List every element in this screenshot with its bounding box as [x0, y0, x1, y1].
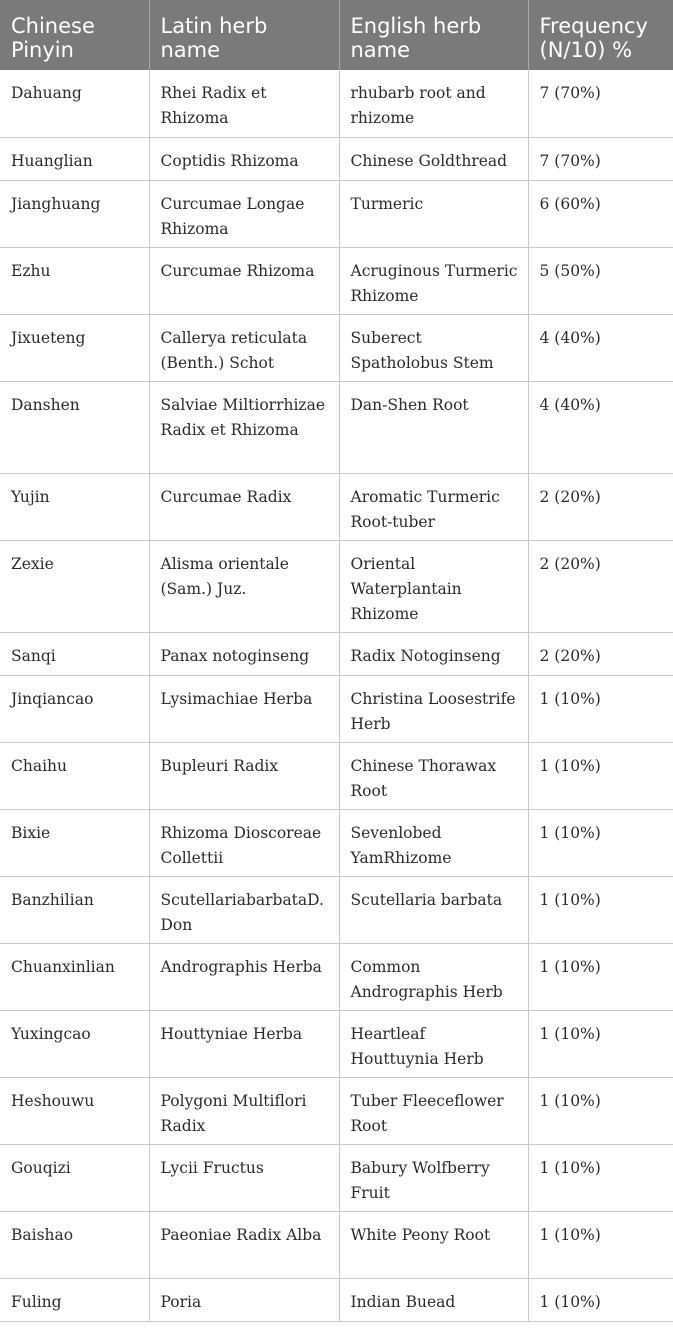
cell-english: Heartleaf Houttuynia Herb [339, 1010, 528, 1077]
table-row [0, 675, 673, 742]
cell-latin: Houttyniae Herba [149, 1010, 339, 1077]
cell-latin: Curcumae Longae Rhizoma [149, 180, 339, 247]
table-row [0, 247, 673, 314]
cell-frequency: 1 (10%) [528, 1010, 673, 1077]
cell-latin: Coptidis Rhizoma [149, 137, 339, 180]
cell-latin: Poria [149, 1278, 339, 1321]
table-row [0, 1010, 673, 1077]
table-row [0, 1144, 673, 1211]
cell-pinyin: Jixueteng [0, 314, 149, 381]
table-row [0, 876, 673, 943]
cell-pinyin: Zexie [0, 540, 149, 632]
cell-frequency: 7 (70%) [528, 137, 673, 180]
cell-frequency: 7 (70%) [528, 70, 673, 137]
cell-frequency: 2 (20%) [528, 540, 673, 632]
cell-latin: Curcumae Radix [149, 473, 339, 540]
cell-pinyin: Jinqiancao [0, 675, 149, 742]
cell-frequency: 4 (40%) [528, 314, 673, 381]
cell-pinyin: Sanqi [0, 632, 149, 675]
cell-english: Dan-Shen Root [339, 381, 528, 473]
table-row [0, 314, 673, 381]
cell-latin: Rhizoma Dioscoreae Collettii [149, 809, 339, 876]
header-row [0, 0, 673, 70]
cell-english: White Peony Root [339, 1211, 528, 1278]
cell-frequency: 1 (10%) [528, 1211, 673, 1278]
cell-english: Indian Buead [339, 1278, 528, 1321]
table-row [0, 1077, 673, 1144]
cell-latin: Rhei Radix et Rhizoma [149, 70, 339, 137]
table-row [0, 70, 673, 137]
cell-pinyin: Chuanxinlian [0, 943, 149, 1010]
cell-frequency: 1 (10%) [528, 943, 673, 1010]
cell-frequency: 1 (10%) [528, 1278, 673, 1321]
cell-frequency: 2 (20%) [528, 632, 673, 675]
header-english-herb-name: English herb name [339, 0, 528, 70]
cell-frequency: 2 (20%) [528, 473, 673, 540]
cell-latin: Salviae Miltiorrhizae Radix et Rhizoma [149, 381, 339, 473]
cell-pinyin: Dahuang [0, 70, 149, 137]
cell-pinyin: Danshen [0, 381, 149, 473]
cell-latin: Paeoniae Radix Alba [149, 1211, 339, 1278]
cell-english: Chinese Thorawax Root [339, 742, 528, 809]
header-latin-herb-name: Latin herb name [149, 0, 339, 70]
cell-pinyin: Chaihu [0, 742, 149, 809]
cell-latin: Alisma orientale (Sam.) Juz. [149, 540, 339, 632]
cell-latin: Lycii Fructus [149, 1144, 339, 1211]
cell-latin: Curcumae Rhizoma [149, 247, 339, 314]
header-frequency: Frequency (N/10) % [528, 0, 673, 70]
cell-frequency: 1 (10%) [528, 1077, 673, 1144]
cell-english: Scutellaria barbata [339, 876, 528, 943]
table-row [0, 943, 673, 1010]
cell-english: Radix Notoginseng [339, 632, 528, 675]
table-row [0, 809, 673, 876]
cell-latin: Lysimachiae Herba [149, 675, 339, 742]
cell-english: Tuber Fleeceflower Root [339, 1077, 528, 1144]
cell-pinyin: Yujin [0, 473, 149, 540]
cell-english: Chinese Goldthread [339, 137, 528, 180]
cell-english: Common Andrographis Herb [339, 943, 528, 1010]
table-row [0, 632, 673, 675]
table-row [0, 1211, 673, 1278]
cell-english: Turmeric [339, 180, 528, 247]
cell-english: Suberect Spatholobus Stem [339, 314, 528, 381]
cell-frequency: 1 (10%) [528, 876, 673, 943]
cell-english: Christina Loosestrife Herb [339, 675, 528, 742]
cell-english: Acruginous Turmeric Rhizome [339, 247, 528, 314]
cell-english: rhubarb root and rhizome [339, 70, 528, 137]
header-chinese-pinyin: Chinese Pinyin [0, 0, 149, 70]
cell-latin: Polygoni Multiflori Radix [149, 1077, 339, 1144]
cell-latin: Bupleuri Radix [149, 742, 339, 809]
cell-frequency: 1 (10%) [528, 1144, 673, 1211]
cell-frequency: 5 (50%) [528, 247, 673, 314]
cell-pinyin: Yuxingcao [0, 1010, 149, 1077]
table-row [0, 473, 673, 540]
cell-pinyin: Banzhilian [0, 876, 149, 943]
cell-pinyin: Jianghuang [0, 180, 149, 247]
cell-frequency: 1 (10%) [528, 809, 673, 876]
cell-latin: ScutellariabarbataD. Don [149, 876, 339, 943]
cell-frequency: 6 (60%) [528, 180, 673, 247]
cell-frequency: 1 (10%) [528, 675, 673, 742]
table-header [0, 0, 673, 70]
cell-pinyin: Fuling [0, 1278, 149, 1321]
cell-english: Aromatic Turmeric Root-tuber [339, 473, 528, 540]
cell-pinyin: Gouqizi [0, 1144, 149, 1211]
table-row [0, 1278, 673, 1321]
cell-english: Babury Wolfberry Fruit [339, 1144, 528, 1211]
table-row [0, 742, 673, 809]
cell-frequency: 4 (40%) [528, 381, 673, 473]
cell-english: Sevenlobed YamRhizome [339, 809, 528, 876]
table-body [0, 70, 673, 1321]
table-row [0, 180, 673, 247]
cell-pinyin: Huanglian [0, 137, 149, 180]
table-row [0, 540, 673, 632]
cell-english: Oriental Waterplantain Rhizome [339, 540, 528, 632]
cell-frequency: 1 (10%) [528, 742, 673, 809]
table-row [0, 381, 673, 473]
cell-pinyin: Baishao [0, 1211, 149, 1278]
cell-pinyin: Ezhu [0, 247, 149, 314]
cell-pinyin: Bixie [0, 809, 149, 876]
cell-latin: Callerya reticulata (Benth.) Schot [149, 314, 339, 381]
table-row [0, 137, 673, 180]
cell-latin: Panax notoginseng [149, 632, 339, 675]
cell-pinyin: Heshouwu [0, 1077, 149, 1144]
cell-latin: Andrographis Herba [149, 943, 339, 1010]
